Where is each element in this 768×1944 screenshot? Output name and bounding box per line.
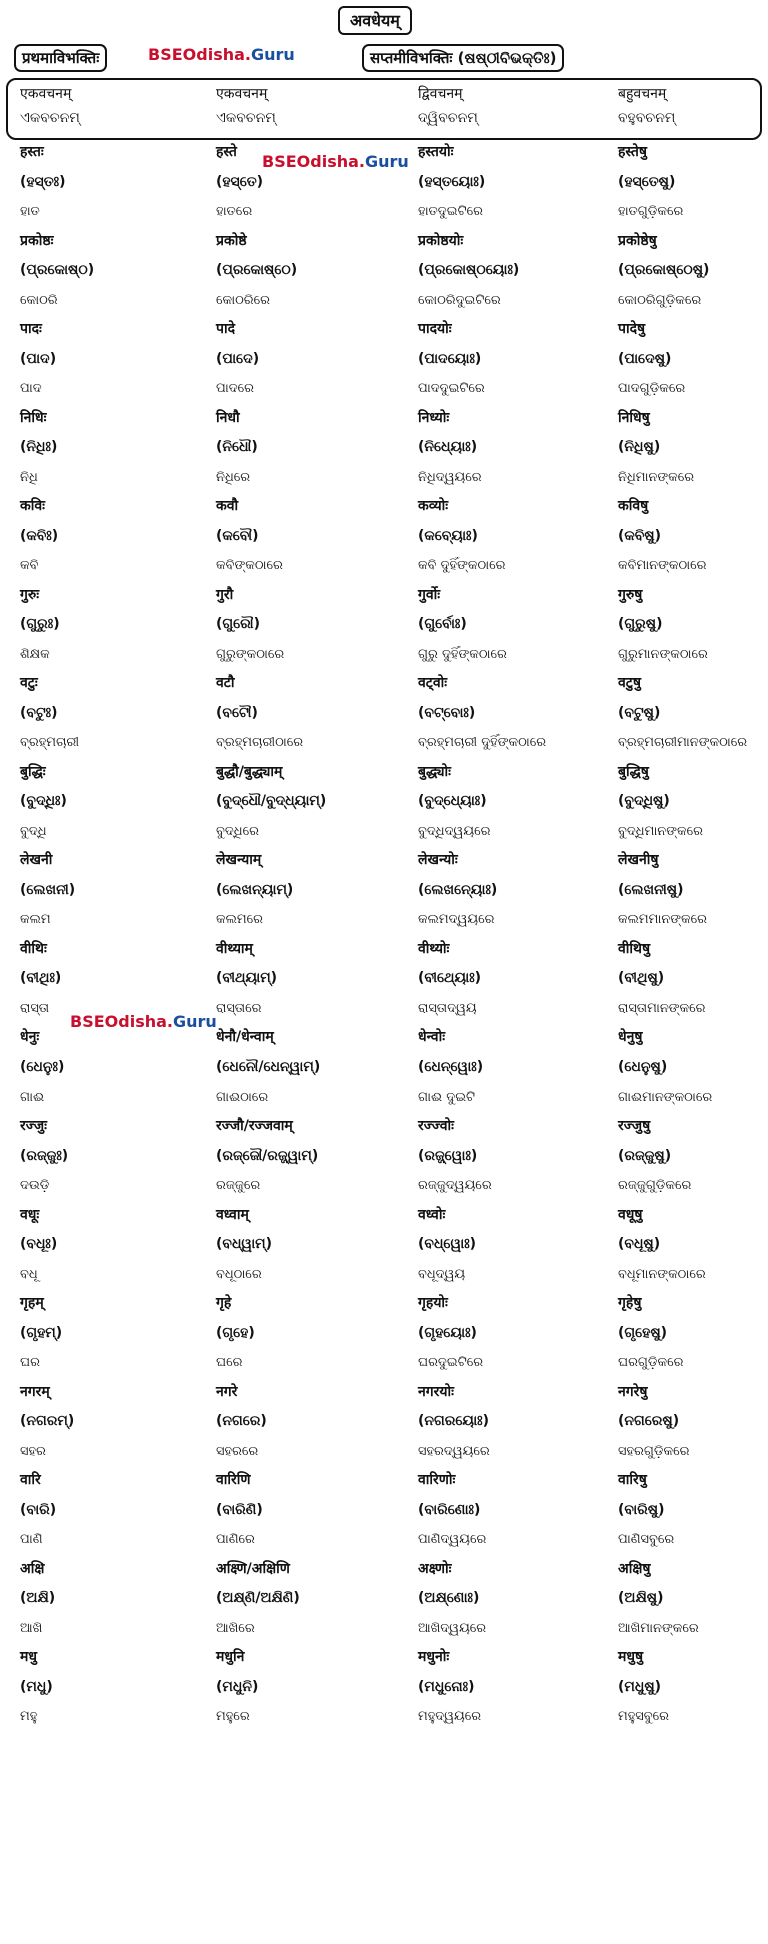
- table-cell: ସହରଗୁଡ଼ିକରେ: [618, 1443, 690, 1459]
- table-cell: ସହର: [20, 1443, 46, 1459]
- table-cell: कविषु: [618, 498, 649, 515]
- table-cell: पादः: [20, 321, 42, 338]
- table-cell: (ନିଧିଷୁ): [618, 439, 661, 456]
- table-cell: (ପାଦ): [20, 350, 57, 367]
- table-cell: हस्तयोः: [418, 144, 454, 160]
- table-cell: ବ୍ରହ୍ମଚାରୀ ଦୁହିଁଙ୍କଠାରେ: [418, 735, 547, 751]
- right-case-label: सप्तमीविभक्तिः (ଷଷ୍ଠୀବିଭକ୍ତିଃ): [362, 44, 564, 72]
- table-cell: ବୁଦ୍ଧିରେ: [216, 823, 259, 839]
- table-row: [0, 1496, 768, 1526]
- table-cell: କୋଠରି: [20, 292, 58, 308]
- table-row: [0, 433, 768, 463]
- table-row: [0, 1142, 768, 1172]
- table-cell: (ଧେନୌ/ଧେନ୍ୱାମ୍): [216, 1058, 321, 1075]
- header-col2-odia: ଏକବଚନମ୍: [216, 110, 276, 126]
- table-cell: (ବଧ୍ୱାମ୍): [216, 1236, 273, 1253]
- table-row: [0, 758, 768, 788]
- table-row: [0, 138, 768, 168]
- table-cell: (ରଜ୍ଜ୍ୱୋଃ): [418, 1147, 478, 1164]
- table-cell: ଘରେ: [216, 1355, 243, 1371]
- table-cell: (ହସ୍ତୟୋଃ): [418, 173, 486, 190]
- table-cell: वीथिः: [20, 940, 47, 957]
- table-cell: रज्ज्वोः: [418, 1118, 454, 1135]
- table-cell: (ଧେନୁଃ): [20, 1058, 65, 1075]
- table-cell: ବ୍ରହ୍ମଚାରୀମାନଙ୍କଠାରେ: [618, 735, 748, 751]
- table-cell: गृहयोः: [418, 1295, 448, 1312]
- table-cell: गुरुः: [20, 586, 40, 603]
- table-cell: प्रकोष्ठे: [216, 232, 247, 249]
- table-cell: ରଜ୍ଜୁଦ୍ୱୟରେ: [418, 1178, 492, 1194]
- table-row: [0, 1525, 768, 1555]
- table-cell: मधुनि: [216, 1649, 245, 1666]
- table-cell: (ନଗରେ): [216, 1413, 267, 1430]
- table-cell: ହାତଦୁଇଟିରେ: [418, 204, 483, 220]
- table-cell: (ହସ୍ତେ): [216, 173, 264, 190]
- table-cell: (ବଧୂଃ): [20, 1236, 58, 1253]
- table-cell: अक्षि: [20, 1560, 45, 1577]
- table-cell: निधौ: [216, 409, 240, 426]
- table-cell: ଗାଈ: [20, 1089, 45, 1105]
- header-col1-odia: ଏକବଚନମ୍: [20, 110, 80, 126]
- table-cell: ଘରଗୁଡ଼ିକରେ: [618, 1355, 684, 1371]
- table-cell: अक्ष्णि/अक्षिणि: [216, 1560, 290, 1577]
- table-cell: धेनुषु: [618, 1029, 643, 1046]
- table-cell: वीथ्योः: [418, 940, 450, 957]
- table-row: [0, 1083, 768, 1113]
- table-cell: ହାତ: [20, 204, 40, 220]
- table-row: [0, 256, 768, 286]
- table-cell: ବୁଦ୍ଧି: [20, 823, 47, 839]
- table-cell: (ବୁଦ୍ଧୌ/ବୁଦ୍ଧ୍ୟାମ୍): [216, 793, 327, 810]
- table-cell: ଗୁରୁମାନଙ୍କଠାରେ: [618, 646, 708, 662]
- table-cell: वध्वाम्: [216, 1206, 249, 1223]
- table-row: [0, 1378, 768, 1408]
- table-row: [0, 1407, 768, 1437]
- table-cell: ମହୁଦ୍ୱୟରେ: [418, 1709, 482, 1725]
- table-cell: (ପାଦୟୋଃ): [418, 350, 482, 367]
- table-cell: (ନିଧୌ): [216, 439, 258, 456]
- table-cell: କୋଠରିଗୁଡ଼ିକରେ: [618, 292, 702, 308]
- table-cell: (ନଗରେଷୁ): [618, 1413, 680, 1430]
- table-cell: हस्तेषु: [618, 144, 647, 160]
- table-cell: (ଲେଖନୀଷୁ): [618, 881, 684, 898]
- table-cell: (ବୀଥ୍ୟାମ୍): [216, 970, 278, 987]
- table-cell: नगरयोः: [418, 1383, 454, 1400]
- table-cell: ଗାଈ ଦୁଇଟି: [418, 1089, 476, 1105]
- table-cell: ବୁଦ୍ଧିଦ୍ୱୟରେ: [418, 823, 491, 839]
- table-cell: କଲମ: [20, 912, 51, 928]
- table-cell: (ବଟ୍ବୋଃ): [418, 704, 476, 721]
- table-cell: कवौ: [216, 498, 239, 515]
- table-cell: कव्योः: [418, 498, 449, 515]
- table-cell: (ଲେଖନ୍ୟାମ୍): [216, 881, 294, 898]
- page-title: अवधेयम्: [338, 6, 412, 35]
- table-cell: (ଲେଖନ୍ୟୋଃ): [418, 881, 498, 898]
- table-cell: ରାସ୍ତାରେ: [216, 1000, 262, 1016]
- watermark-middle: BSEOdisha.Guru: [262, 152, 409, 171]
- table-cell: (ପ୍ରକୋଷ୍ଠେ): [216, 262, 298, 279]
- table-cell: କଲମଦ୍ୱୟରେ: [418, 912, 495, 928]
- table-cell: (ପ୍ରକୋଷ୍ଠ): [20, 262, 95, 279]
- table-cell: रज्जुषु: [618, 1118, 651, 1135]
- table-cell: (ଧେନ୍ୱୋଃ): [418, 1058, 484, 1075]
- table-cell: पादयोः: [418, 321, 452, 338]
- table-cell: बुद्धिः: [20, 763, 46, 780]
- table-row: [0, 1319, 768, 1349]
- table-cell: (ମଧୁନୋଃ): [418, 1678, 475, 1695]
- table-cell: ଆଖିରେ: [216, 1620, 255, 1636]
- table-cell: ନିଧିଦ୍ୱୟରେ: [418, 469, 482, 485]
- table-cell: वटौ: [216, 675, 235, 692]
- table-cell: (ବୀଥ୍ୟୋଃ): [418, 970, 482, 987]
- table-row: [0, 846, 768, 876]
- table-cell: (ଗୃହେଷୁ): [618, 1324, 668, 1341]
- table-cell: (ପ୍ରକୋଷ୍ଠୟୋଃ): [418, 262, 520, 279]
- table-cell: ରାସ୍ତାଦ୍ୱୟ: [418, 1000, 477, 1016]
- table-row: [0, 551, 768, 581]
- table-cell: पादे: [216, 321, 236, 338]
- table-cell: निधिषु: [618, 409, 650, 426]
- table-row: [0, 463, 768, 493]
- table-cell: (ଗୃହୟୋଃ): [418, 1324, 477, 1341]
- table-row: [0, 1643, 768, 1673]
- table-cell: वटुः: [20, 675, 38, 692]
- table-cell: (ଗୃହମ୍): [20, 1324, 63, 1341]
- table-cell: (ବାରିଷୁ): [618, 1501, 665, 1518]
- table-cell: (ଅକ୍ଷ୍ଣି/ଅକ୍ଷିଣି): [216, 1590, 300, 1607]
- table-cell: कविः: [20, 498, 45, 515]
- table-cell: ବ୍ରହ୍ମଚାରୀ: [20, 735, 80, 751]
- table-cell: (ରଜ୍ଜୌ/ରଜ୍ଜ୍ୱାମ୍): [216, 1147, 319, 1164]
- table-row: [0, 168, 768, 198]
- table-cell: अक्षिषु: [618, 1560, 651, 1577]
- table-cell: କଲମରେ: [216, 912, 264, 928]
- table-cell: बुद्धौ/बुद्ध्याम्: [216, 763, 283, 780]
- header-col4-odia: ବହୁବଚନମ୍: [618, 110, 676, 126]
- table-row: [0, 1260, 768, 1290]
- header-col3-odia: ଦ୍ୱିବଚନମ୍: [418, 110, 478, 126]
- table-row: [0, 286, 768, 316]
- table-row: [0, 876, 768, 906]
- table-cell: (ନଗରମ୍): [20, 1413, 75, 1430]
- table-cell: वारिषु: [618, 1472, 647, 1489]
- table-cell: लेखन्योः: [418, 852, 458, 869]
- table-row: [0, 1466, 768, 1496]
- table-row: [0, 1702, 768, 1732]
- table-cell: ନିଧିମାନଙ୍କରେ: [618, 469, 695, 485]
- table-cell: लेखनी: [20, 852, 53, 869]
- table-cell: (ବଧ୍ୱୋଃ): [418, 1236, 477, 1253]
- table-cell: (ବଟୁଃ): [20, 704, 58, 721]
- header-col3-sanskrit: द्विवचनम्: [418, 86, 463, 102]
- table-cell: (ମଧୁ): [20, 1678, 53, 1695]
- table-cell: ପାଣିସବୁରେ: [618, 1532, 675, 1548]
- header-col1-sanskrit: एकवचनम्: [20, 86, 72, 102]
- watermark-top: BSEOdisha.Guru: [148, 45, 295, 64]
- table-row: [0, 1348, 768, 1378]
- table-cell: प्रकोष्ठयोः: [418, 232, 464, 249]
- table-row: [0, 1584, 768, 1614]
- table-cell: ଗୁରୁ ଦୁହିଁଙ୍କଠାରେ: [418, 646, 507, 662]
- table-cell: ରାସ୍ତାମାନଙ୍କରେ: [618, 1000, 706, 1016]
- table-cell: (ବୁଦ୍ଧିଃ): [20, 793, 67, 810]
- table-row: [0, 1289, 768, 1319]
- table-cell: (ହସ୍ତେଷୁ): [618, 173, 676, 190]
- table-cell: କବି ଦୁହିଁଙ୍କଠାରେ: [418, 558, 506, 574]
- header-col2-sanskrit: एकवचनम्: [216, 86, 268, 102]
- table-cell: କବିଙ୍କଠାରେ: [216, 558, 283, 574]
- table-row: [0, 345, 768, 375]
- table-cell: ଆଖିଦ୍ୱୟରେ: [418, 1620, 487, 1636]
- table-cell: वध्वोः: [418, 1206, 446, 1223]
- table-cell: धेन्वोः: [418, 1029, 446, 1046]
- table-cell: (ବୁଦ୍ଧ୍ୟୋଃ): [418, 793, 487, 810]
- table-cell: (ଅକ୍ଷିଷୁ): [618, 1590, 664, 1607]
- table-cell: नगरेषु: [618, 1383, 648, 1400]
- table-row: [0, 404, 768, 434]
- table-cell: (ବାରିଣି): [216, 1501, 263, 1518]
- table-cell: କୋଠରିଦୁଇଟିରେ: [418, 292, 501, 308]
- table-cell: ଘର: [20, 1355, 40, 1371]
- table-cell: ରଜ୍ଜୁଗୁଡ଼ିକରେ: [618, 1178, 692, 1194]
- table-cell: धेनौ/धेन्वाम्: [216, 1029, 274, 1046]
- table-row: [0, 817, 768, 847]
- table-row: [0, 1614, 768, 1644]
- table-cell: ପାଦରେ: [216, 381, 254, 397]
- table-cell: ହାତଗୁଡ଼ିକରେ: [618, 204, 684, 220]
- table-cell: (ବଧୂଷୁ): [618, 1236, 661, 1253]
- table-cell: गुरुषु: [618, 586, 643, 603]
- table-cell: ଘରଦୁଇଟିରେ: [418, 1355, 484, 1371]
- table-cell: वट्वोः: [418, 675, 448, 692]
- table-row: [0, 492, 768, 522]
- table-row: [0, 581, 768, 611]
- table-cell: ଶିକ୍ଷକ: [20, 646, 50, 662]
- table-cell: हस्ते: [216, 144, 237, 160]
- table-cell: ପାଦଦୁଇଟିରେ: [418, 381, 485, 397]
- table-cell: (ରଜ୍ଜୁଃ): [20, 1147, 69, 1164]
- table-row: [0, 728, 768, 758]
- table-row: [0, 787, 768, 817]
- table-cell: (ଗୁରୁଷୁ): [618, 616, 663, 633]
- table-row: [0, 994, 768, 1024]
- table-cell: वधूषु: [618, 1206, 643, 1223]
- table-cell: (ଗୁରୁଃ): [20, 616, 60, 633]
- table-row: [0, 1673, 768, 1703]
- table-cell: (ପାଦେ): [216, 350, 260, 367]
- table-cell: (ରଜ୍ଜୁଷୁ): [618, 1147, 672, 1164]
- table-cell: ଦଉଡ଼ି: [20, 1178, 50, 1194]
- table-row: [0, 1023, 768, 1053]
- table-cell: रज्जौ/रज्जवाम्: [216, 1118, 293, 1135]
- table-cell: ପାଦଗୁଡ଼ିକରେ: [618, 381, 686, 397]
- table-cell: ରାସ୍ତା: [20, 1000, 50, 1016]
- table-cell: (ଗୃହେ): [216, 1324, 255, 1341]
- table-cell: (ବୀଥିଃ): [20, 970, 62, 987]
- table-cell: (ନଗରୟୋଃ): [418, 1413, 490, 1430]
- declension-table: [0, 138, 768, 1732]
- table-cell: (ବୀଥିଷୁ): [618, 970, 665, 987]
- table-cell: (ବାରିଣୋଃ): [418, 1501, 481, 1518]
- table-cell: ବଧୂଦ୍ୱୟ: [418, 1266, 466, 1282]
- table-cell: निधिः: [20, 409, 47, 426]
- table-cell: अक्ष्णोः: [418, 1560, 452, 1577]
- table-cell: ରଜ୍ଜୁରେ: [216, 1178, 261, 1194]
- table-cell: ପାଣିଦ୍ୱୟରେ: [418, 1532, 487, 1548]
- table-row: [0, 197, 768, 227]
- table-cell: (ହସ୍ତଃ): [20, 173, 66, 190]
- table-cell: ବ୍ରହ୍ମଚାରୀଠାରେ: [216, 735, 304, 751]
- table-cell: मधुषु: [618, 1649, 644, 1666]
- table-cell: पादेषु: [618, 321, 646, 338]
- table-cell: (ବାରି): [20, 1501, 57, 1518]
- table-cell: वीथ्याम्: [216, 940, 253, 957]
- table-cell: (ବୁଦ୍ଧିଷୁ): [618, 793, 670, 810]
- header-col4-sanskrit: बहुवचनम्: [618, 86, 667, 102]
- table-cell: (ଅକ୍ଷ୍ଣୋଃ): [418, 1590, 480, 1607]
- table-cell: (କବ୍ୟୋଃ): [418, 527, 478, 544]
- table-cell: (ଗୁର୍ବୋଃ): [418, 616, 467, 633]
- table-cell: वधूः: [20, 1206, 40, 1223]
- table-cell: କୋଠରିରେ: [216, 292, 270, 308]
- table-cell: (ମଧୁନି): [216, 1678, 259, 1695]
- table-cell: କଲମମାନଙ୍କରେ: [618, 912, 708, 928]
- table-cell: (ମଧୁଷୁ): [618, 1678, 662, 1695]
- table-row: [0, 699, 768, 729]
- table-cell: ଆଖିମାନଙ୍କରେ: [618, 1620, 699, 1636]
- table-cell: ପାଣିରେ: [216, 1532, 255, 1548]
- left-case-label: प्रथमाविभक्तिः: [14, 44, 107, 72]
- table-cell: ନିଧିରେ: [216, 469, 251, 485]
- table-row: [0, 610, 768, 640]
- table-cell: गृहेषु: [618, 1295, 642, 1312]
- column-header-box: [6, 78, 762, 140]
- table-cell: ମହୁ: [20, 1709, 38, 1725]
- table-cell: (ପ୍ରକୋଷ୍ଠେଷୁ): [618, 262, 710, 279]
- table-row: [0, 315, 768, 345]
- table-cell: (ବଟୁଷୁ): [618, 704, 661, 721]
- table-cell: धेनुः: [20, 1029, 40, 1046]
- table-cell: ମହୁରେ: [216, 1709, 250, 1725]
- table-row: [0, 1230, 768, 1260]
- table-cell: ସହରରେ: [216, 1443, 259, 1459]
- table-row: [0, 935, 768, 965]
- table-row: [0, 1201, 768, 1231]
- table-cell: बुद्ध्योः: [418, 763, 451, 780]
- table-cell: वारिणोः: [418, 1472, 456, 1489]
- table-cell: ପାଦ: [20, 381, 42, 397]
- table-cell: हस्तः: [20, 144, 44, 160]
- table-cell: ଗାଈଠାରେ: [216, 1089, 269, 1105]
- table-cell: मधु: [20, 1649, 37, 1666]
- table-cell: प्रकोष्ठः: [20, 232, 54, 249]
- table-cell: (ନିଧିଃ): [20, 439, 58, 456]
- table-cell: मधुनोः: [418, 1649, 450, 1666]
- table-cell: (କବୌ): [216, 527, 259, 544]
- table-cell: गुर्वोः: [418, 586, 441, 603]
- table-cell: କବି: [20, 558, 39, 574]
- table-row: [0, 1053, 768, 1083]
- table-cell: ସହରଦ୍ୱୟରେ: [418, 1443, 490, 1459]
- table-cell: (ବଟୌ): [216, 704, 258, 721]
- table-cell: नगरम्: [20, 1383, 50, 1400]
- table-cell: (କବିଃ): [20, 527, 59, 544]
- table-cell: ବଧୂ: [20, 1266, 38, 1282]
- table-row: [0, 905, 768, 935]
- table-cell: ଗୁରୁଙ୍କଠାରେ: [216, 646, 285, 662]
- table-cell: बुद्धिषु: [618, 763, 649, 780]
- table-row: [0, 1171, 768, 1201]
- table-cell: गुरौ: [216, 586, 234, 603]
- table-cell: ହାତରେ: [216, 204, 253, 220]
- table-cell: (ପାଦେଷୁ): [618, 350, 672, 367]
- table-cell: ବୁଦ୍ଧିମାନଙ୍କରେ: [618, 823, 703, 839]
- table-cell: ଗାଈମାନଙ୍କଠାରେ: [618, 1089, 713, 1105]
- table-cell: (ଗୁରୌ): [216, 616, 260, 633]
- table-cell: ନିଧି: [20, 469, 38, 485]
- table-row: [0, 1555, 768, 1585]
- table-row: [0, 227, 768, 257]
- table-row: [0, 669, 768, 699]
- table-cell: କବିମାନଙ୍କଠାରେ: [618, 558, 707, 574]
- table-cell: ମହୁସବୁରେ: [618, 1709, 670, 1725]
- table-cell: (କବିଷୁ): [618, 527, 662, 544]
- table-row: [0, 1112, 768, 1142]
- table-cell: गृहे: [216, 1295, 232, 1312]
- watermark-lower: BSEOdisha.Guru: [70, 1012, 217, 1031]
- table-cell: नगरे: [216, 1383, 238, 1400]
- table-cell: ଆଖି: [20, 1620, 43, 1636]
- table-row: [0, 522, 768, 552]
- table-cell: गृहम्: [20, 1295, 44, 1312]
- table-cell: लेखनीषु: [618, 852, 659, 869]
- table-cell: ବଧୂଠାରେ: [216, 1266, 262, 1282]
- table-cell: (ଅକ୍ଷି): [20, 1590, 56, 1607]
- table-cell: निध्योः: [418, 409, 450, 426]
- table-cell: वटुषु: [618, 675, 641, 692]
- table-row: [0, 640, 768, 670]
- table-row: [0, 964, 768, 994]
- table-row: [0, 374, 768, 404]
- table-cell: ପାଣି: [20, 1532, 43, 1548]
- table-cell: ବଧୂମାନଙ୍କଠାରେ: [618, 1266, 706, 1282]
- table-cell: रज्जुः: [20, 1118, 47, 1135]
- table-cell: लेखन्याम्: [216, 852, 262, 869]
- table-cell: वारिणि: [216, 1472, 251, 1489]
- table-cell: (ଧେନୁଷୁ): [618, 1058, 668, 1075]
- table-cell: वीथिषु: [618, 940, 651, 957]
- table-cell: (ନିଧ୍ୟୋଃ): [418, 439, 478, 456]
- table-cell: प्रकोष्ठेषु: [618, 232, 657, 249]
- table-row: [0, 1437, 768, 1467]
- table-cell: वारि: [20, 1472, 41, 1489]
- table-cell: (ଲେଖନୀ): [20, 881, 76, 898]
